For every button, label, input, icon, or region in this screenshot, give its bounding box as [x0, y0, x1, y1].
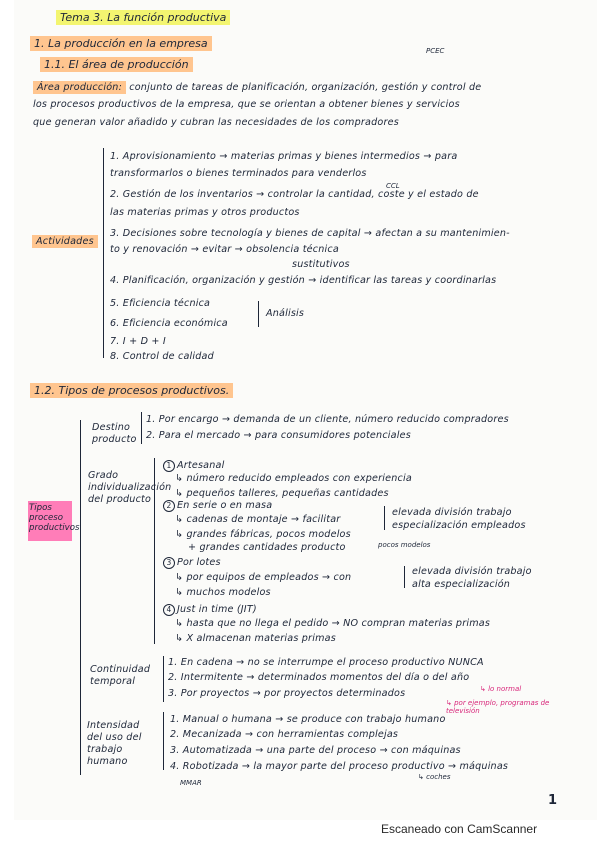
margin-note: pocos modelos [378, 541, 431, 549]
list-item: 4. Robotizada → la mayor parte del proceso productivo → máquinas [170, 761, 509, 772]
list-item: ↳ por equipos de empleados → con [175, 572, 352, 583]
category-label: Intensidad del uso del trabajo humano [87, 720, 142, 767]
brace [141, 412, 142, 444]
list-item: Análisis [266, 308, 305, 319]
list-item: 3. Automatizada → una parte del proceso → con máquinas [170, 745, 461, 756]
list-item: 2 En serie o en masa [163, 500, 272, 512]
category-label: Destino producto [92, 422, 137, 445]
list-item: ↳ muchos modelos [175, 587, 271, 598]
list-item: to y renovación → evitar → obsolencia técnica [110, 244, 339, 255]
margin-note: ↳ lo normal [480, 685, 522, 693]
margin-note: CCL [386, 182, 400, 190]
margin-note: ↳ por ejemplo, programas de televisión [446, 699, 550, 715]
list-item: ↳ pequeños talleres, pequeñas cantidades [175, 488, 389, 499]
list-item: 3. Decisiones sobre tecnología y bienes de capital → afectan a su mantenimien- [110, 228, 510, 239]
list-item: + grandes cantidades producto [188, 542, 346, 553]
margin-note: MMAR [180, 779, 202, 787]
list-item: 6. Eficiencia económica [110, 318, 228, 329]
scanner-watermark: Escaneado con CamScanner [381, 822, 538, 836]
list-item: 1. En cadena → no se interrumpe el proceso productivo NUNCA [168, 657, 484, 668]
list-item: transformarlos o bienes terminados para venderlos [110, 168, 367, 179]
list-item: 7. I + D + I [110, 336, 166, 347]
actividades-label: Actividades [32, 237, 98, 247]
subsection-heading: 1.2. Tipos de procesos productivos. [30, 385, 233, 396]
category-label: Continuidad temporal [90, 664, 151, 687]
list-item: ↳ número reducido empleados con experiencia [175, 473, 412, 484]
list-item: 3 Por lotes [163, 557, 221, 569]
brace [80, 420, 81, 775]
definition-line: que generan valor añadido y cubran las necesidades de los compradores [33, 117, 399, 128]
list-item: elevada división trabajo [392, 507, 512, 518]
brace [163, 656, 164, 702]
definition-line: los procesos productivos de la empresa, que se orientan a obtener bienes y servicios [33, 99, 460, 110]
list-item: especialización empleados [392, 520, 526, 531]
definition-line: Área producción: conjunto de tareas de planificación, organización, gestión y control de [33, 83, 481, 93]
list-item: ↳ cadenas de montaje → facilitar [175, 514, 341, 525]
list-item: 4 Just in time (JIT) [163, 604, 257, 616]
list-item: ↳ X almacenan materias primas [175, 633, 336, 644]
list-item: las materias primas y otros productos [110, 207, 300, 218]
list-item: 4. Planificación, organización y gestión → identificar las tareas y coordinarlas [110, 275, 497, 286]
list-item: 2. Intermitente → determinados momentos del día o del año [168, 672, 470, 683]
list-item: alta especialización [412, 579, 511, 590]
list-item: ↳ grandes fábricas, pocos modelos [175, 529, 351, 540]
brace [384, 506, 385, 530]
list-item: 1. Por encargo → demanda de un cliente, número reducido compradores [146, 414, 509, 425]
list-item: 2. Gestión de los inventarios → controlar la cantidad, coste y el estado de [110, 189, 479, 200]
tipos-label: Tipos proceso productivos [29, 503, 80, 533]
brace [154, 458, 155, 644]
page-number: 1 [548, 793, 558, 808]
brace [258, 301, 259, 327]
list-item: 1. Aprovisionamiento → materias primas y bienes intermedios → para [110, 151, 458, 162]
brace [404, 566, 405, 588]
margin-note: PCEC [426, 47, 445, 55]
list-item: 3. Por proyectos → por proyectos determinados [168, 688, 406, 699]
list-item: 1. Manual o humana → se produce con trabajo humano [170, 714, 446, 725]
page-title: Tema 3. La función productiva [56, 12, 230, 23]
list-item: 2. Mecanizada → con herramientas complejas [170, 729, 399, 740]
category-label: Grado individualización del producto [88, 470, 172, 505]
subsection-heading: 1.1. El área de producción [40, 59, 193, 70]
list-item: 8. Control de calidad [110, 351, 214, 362]
list-item: 2. Para el mercado → para consumidores potenciales [146, 430, 411, 441]
brace [163, 712, 164, 770]
section-heading: 1. La producción en la empresa [30, 38, 212, 49]
list-item: ↳ hasta que no llega el pedido → NO compran materias primas [175, 618, 491, 629]
list-item: sustitutivos [292, 259, 350, 270]
list-item: 5. Eficiencia técnica [110, 298, 211, 309]
brace [103, 148, 104, 358]
margin-note: ↳ coches [418, 773, 451, 781]
list-item: elevada división trabajo [412, 566, 532, 577]
list-item: 1 Artesanal [163, 460, 224, 472]
